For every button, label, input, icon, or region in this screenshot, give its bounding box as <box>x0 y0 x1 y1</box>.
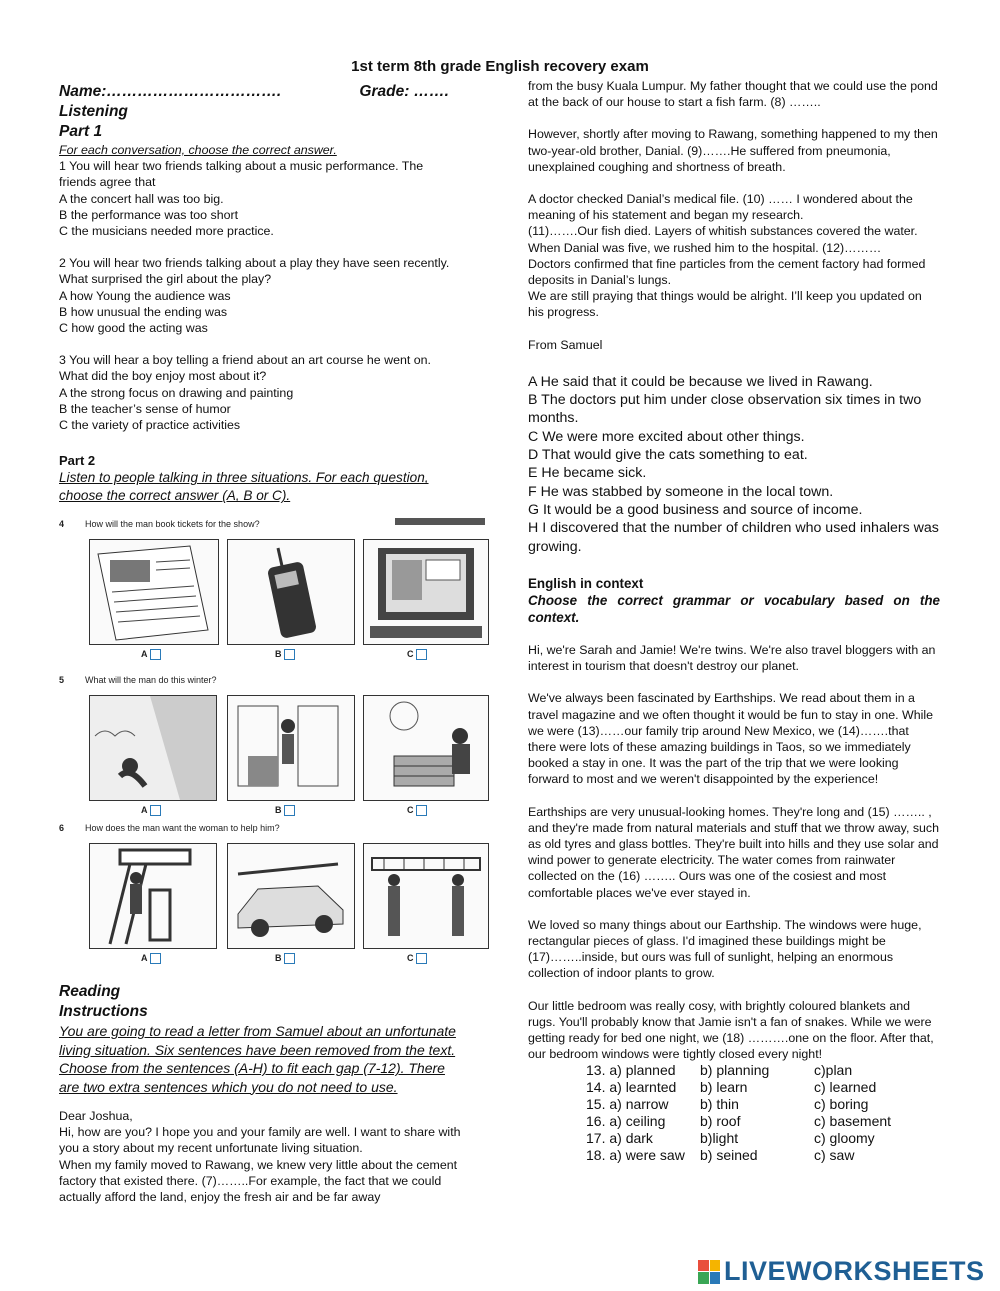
choice-row <box>586 1147 891 1164</box>
reading-heading: Reading <box>59 983 121 1000</box>
choice-b[interactable]: b) planning <box>700 1062 770 1078</box>
context-paragraph: We loved so many things about our Earthship. The windows were huge, rectangular pieces of glass. I'd imagined these buildings might be (17)……..inside, but ours was full of sunlight, helping an enormous collection of indoor plants to grow. <box>528 917 922 981</box>
option-a-checkbox[interactable]: A <box>141 649 161 660</box>
answer-option[interactable]: B the performance was too short <box>59 207 239 222</box>
phone-icon <box>228 540 354 644</box>
car-picture <box>227 843 355 949</box>
listening-question-3 <box>59 352 479 433</box>
logo-text: LIVEWORKSHEETS <box>724 1256 985 1286</box>
answer-option[interactable]: B how unusual the ending was <box>59 304 228 319</box>
choice-c[interactable]: c) boring <box>814 1096 869 1112</box>
worker-icon <box>228 696 354 800</box>
choice-b[interactable]: b) roof <box>700 1113 741 1129</box>
question-text: How will the man book tickets for the show? <box>85 519 260 529</box>
reading-instruction: You are going to read a letter from Samuel about an unfortunate living situation. Six sentences have been removed from the text. Choose from the sentences (A-H) to fit each gap (7-12). There are two extra sentences which you do not need to use. <box>59 1023 456 1095</box>
part2-heading: Part 2 <box>59 453 96 469</box>
option-a-checkbox[interactable]: A <box>141 953 161 964</box>
answer-option[interactable]: C how good the acting was <box>59 321 208 336</box>
gardening-icon <box>90 696 216 800</box>
letter-greeting: Dear Joshua, <box>59 1109 133 1123</box>
instructions-heading: Instructions <box>59 1003 148 1020</box>
carrying-ladder-picture <box>363 843 489 949</box>
option-a-checkbox[interactable]: A <box>141 805 161 816</box>
computer-picture <box>363 539 489 645</box>
name-field[interactable]: Name:……………………………. <box>59 83 282 100</box>
context-paragraph: Earthships are very unusual-looking homes. They're long and (15) …….. , and they're made from natural materials and stuff that we throw away, such as old tyres and glass bottles. They're built into hills and they use solar and wind power to generate electricity. The water comes from rainwater collected on the (16) …….. Ours was one of the cosiest and most comfortable places we've ever stayed in. <box>528 804 940 900</box>
question-line: What surprised the girl about the play? <box>59 272 272 287</box>
gap-option[interactable]: H I discovered that the number of children who used inhalers was growing. <box>528 520 939 555</box>
answer-option[interactable]: C the musicians needed more practice. <box>59 224 274 239</box>
answer-option[interactable]: A the strong focus on drawing and painting <box>59 385 294 400</box>
answer-option[interactable]: C the variety of practice activities <box>59 418 241 433</box>
gap-option[interactable]: G It would be a good business and source of income. <box>528 501 863 518</box>
choice-a[interactable]: 14. a) learnted <box>586 1079 677 1095</box>
choice-row <box>586 1062 891 1079</box>
gap-option[interactable]: C We were more excited about other things. <box>528 428 805 445</box>
vocabulary-choices <box>586 1062 891 1164</box>
newspaper-picture <box>89 539 219 645</box>
context-heading: English in context <box>528 575 644 591</box>
choice-b[interactable]: b)light <box>700 1130 739 1146</box>
question-line: What did the boy enjoy most about it? <box>59 369 267 384</box>
question-number: 6 <box>59 823 65 833</box>
choice-b[interactable]: b) learn <box>700 1079 748 1095</box>
choice-a[interactable]: 13. a) planned <box>586 1062 676 1078</box>
choice-row <box>586 1130 891 1147</box>
question-number: 4 <box>59 519 65 529</box>
picture-question-6 <box>59 823 280 833</box>
question-line: friends agree that <box>59 175 156 190</box>
context-paragraph: Our little bedroom was really cosy, with brightly coloured blankets and rugs. You'll probably know that Jamie isn't a fan of snakes. While we were getting ready for bed one night, we (18) ……….one on the floor. After that, our bedroom windows were tightly closed every night! <box>528 998 934 1062</box>
choice-c[interactable]: c)plan <box>814 1062 853 1078</box>
question-text: How does the man want the woman to help him? <box>85 823 280 833</box>
picture-question-4 <box>59 519 260 529</box>
context-paragraph: Hi, we're Sarah and Jamie! We're twins. We're also travel bloggers with an interest in tourism that doesn't destroy our planet. <box>528 643 936 674</box>
computer-icon <box>364 540 488 644</box>
listening-question-2 <box>59 255 479 336</box>
context-instruction: Choose the correct grammar or vocabulary based on the context. <box>528 593 940 626</box>
option-c-checkbox[interactable]: C <box>407 805 427 816</box>
bricklaying-picture <box>363 695 489 801</box>
factory-worker-picture <box>227 695 355 801</box>
choice-a[interactable]: 17. a) dark <box>586 1130 653 1146</box>
ladder-icon <box>90 844 216 948</box>
answer-option[interactable]: A how Young the audience was <box>59 288 231 303</box>
gap-option[interactable]: E He became sick. <box>528 465 647 482</box>
car-icon <box>228 844 354 948</box>
context-paragraph: We've always been fascinated by Earthships. We read about them in a travel magazine and we often thought it would be fun to stay in one. While we were (13)……our family trip around New Mexico, we (14)…….that there were lots of these amazing buildings in Taos, so we immediately booked a stay in one. It was the part of the trip that we were looking forward to most and we weren't disappointed by the experience! <box>528 691 934 787</box>
choice-c[interactable]: c) basement <box>814 1113 892 1129</box>
picture-question-5 <box>59 675 217 685</box>
gap-option[interactable]: F He was stabbed by someone in the local town. <box>528 483 834 500</box>
part1-instruction: For each conversation, choose the correct answer. <box>59 143 337 157</box>
choice-a[interactable]: 15. a) narrow <box>586 1096 669 1112</box>
choice-row <box>586 1096 891 1113</box>
gap-option[interactable]: B The doctors put him under close observation six times in two months. <box>528 392 922 427</box>
liveworksheets-logo[interactable] <box>698 1256 985 1287</box>
option-c-checkbox[interactable]: C <box>407 953 427 964</box>
listening-question-1 <box>59 158 479 239</box>
choice-c[interactable]: c) learned <box>814 1079 877 1095</box>
choice-c[interactable]: c) saw <box>814 1147 855 1163</box>
gardening-picture <box>89 695 217 801</box>
student-header <box>59 82 449 102</box>
picture-questions <box>59 515 489 975</box>
window-ladder-picture <box>89 843 217 949</box>
grade-field[interactable]: Grade: ……. <box>359 83 449 100</box>
scan-mark <box>395 518 485 525</box>
bricklayer-icon <box>364 696 488 800</box>
newspaper-icon <box>90 540 218 644</box>
letter-paragraph: from the busy Kuala Lumpur. My father thought that we could use the pond at the back of our house to start a fish farm. (8) …….. <box>528 79 938 110</box>
gap-option[interactable]: A He said that it could be because we lived in Rawang. <box>528 373 873 390</box>
mobile-phone-picture <box>227 539 355 645</box>
choice-row <box>586 1079 891 1096</box>
choice-b[interactable]: b) seined <box>700 1147 758 1163</box>
question-line: 3 You will hear a boy telling a friend about an art course he went on. <box>59 353 431 368</box>
right-column <box>528 78 940 1062</box>
choice-b[interactable]: b) thin <box>700 1096 739 1112</box>
gap-options-list <box>528 373 940 556</box>
letter-paragraph: Hi, how are you? I hope you and your family are well. I want to share with you a story about my recent unfortunate living situation. <box>59 1125 461 1156</box>
logo-icon <box>698 1260 720 1284</box>
option-b-checkbox[interactable]: B <box>275 953 295 964</box>
choice-a[interactable]: 16. a) ceiling <box>586 1113 666 1129</box>
question-number: 5 <box>59 675 65 685</box>
answer-option[interactable]: A the concert hall was too big. <box>59 191 224 206</box>
choice-a[interactable]: 18. a) were saw <box>586 1147 685 1163</box>
question-line: 1 You will hear two friends talking about a music performance. The <box>59 159 424 174</box>
left-column <box>59 82 479 505</box>
people-ladder-icon <box>364 844 488 948</box>
listening-heading: Listening <box>59 103 128 120</box>
question-line: 2 You will hear two friends talking about a play they have seen recently. <box>59 256 450 271</box>
letter-paragraph: When my family moved to Rawang, we knew very little about the cement factory that existed there. (7)……..For example, the fact that we could actually afford the land, enjoy the fresh air and be far away <box>59 1157 458 1205</box>
letter-signoff: From Samuel <box>528 337 603 352</box>
letter-paragraph: However, shortly after moving to Rawang, something happened to my then two-year-old brother, Danial. (9)…….He suffered from pneumonia, unexplained coughing and shortness of breath. <box>528 127 938 174</box>
reading-section <box>59 982 469 1205</box>
part2-instruction: Listen to people talking in three situations. For each question, choose the correct answer (A, B or C). <box>59 470 429 504</box>
answer-option[interactable]: B the teacher’s sense of humor <box>59 401 231 416</box>
part1-heading: Part 1 <box>59 123 103 140</box>
option-b-checkbox[interactable]: B <box>275 805 295 816</box>
gap-option[interactable]: D That would give the cats something to eat. <box>528 447 808 464</box>
option-b-checkbox[interactable]: B <box>275 649 295 660</box>
letter-paragraph: A doctor checked Danial’s medical file. (10) …… I wondered about the meaning of his statement and began my research. (11)…….Our fish died. Layers of whitish substances covered the water. When Danial was five, we rushed him to the hospital. (12)……… Doctors confirmed that fine particles from the cement factory had formed deposits in Danial’s lungs. We are still praying that things would be alright. I’ll keep you updated on his progress. <box>528 192 926 320</box>
question-text: What will the man do this winter? <box>85 675 217 685</box>
choice-c[interactable]: c) gloomy <box>814 1130 875 1146</box>
choice-row <box>586 1113 891 1130</box>
exam-title: 1st term 8th grade English recovery exam <box>351 58 649 75</box>
option-c-checkbox[interactable]: C <box>407 649 427 660</box>
